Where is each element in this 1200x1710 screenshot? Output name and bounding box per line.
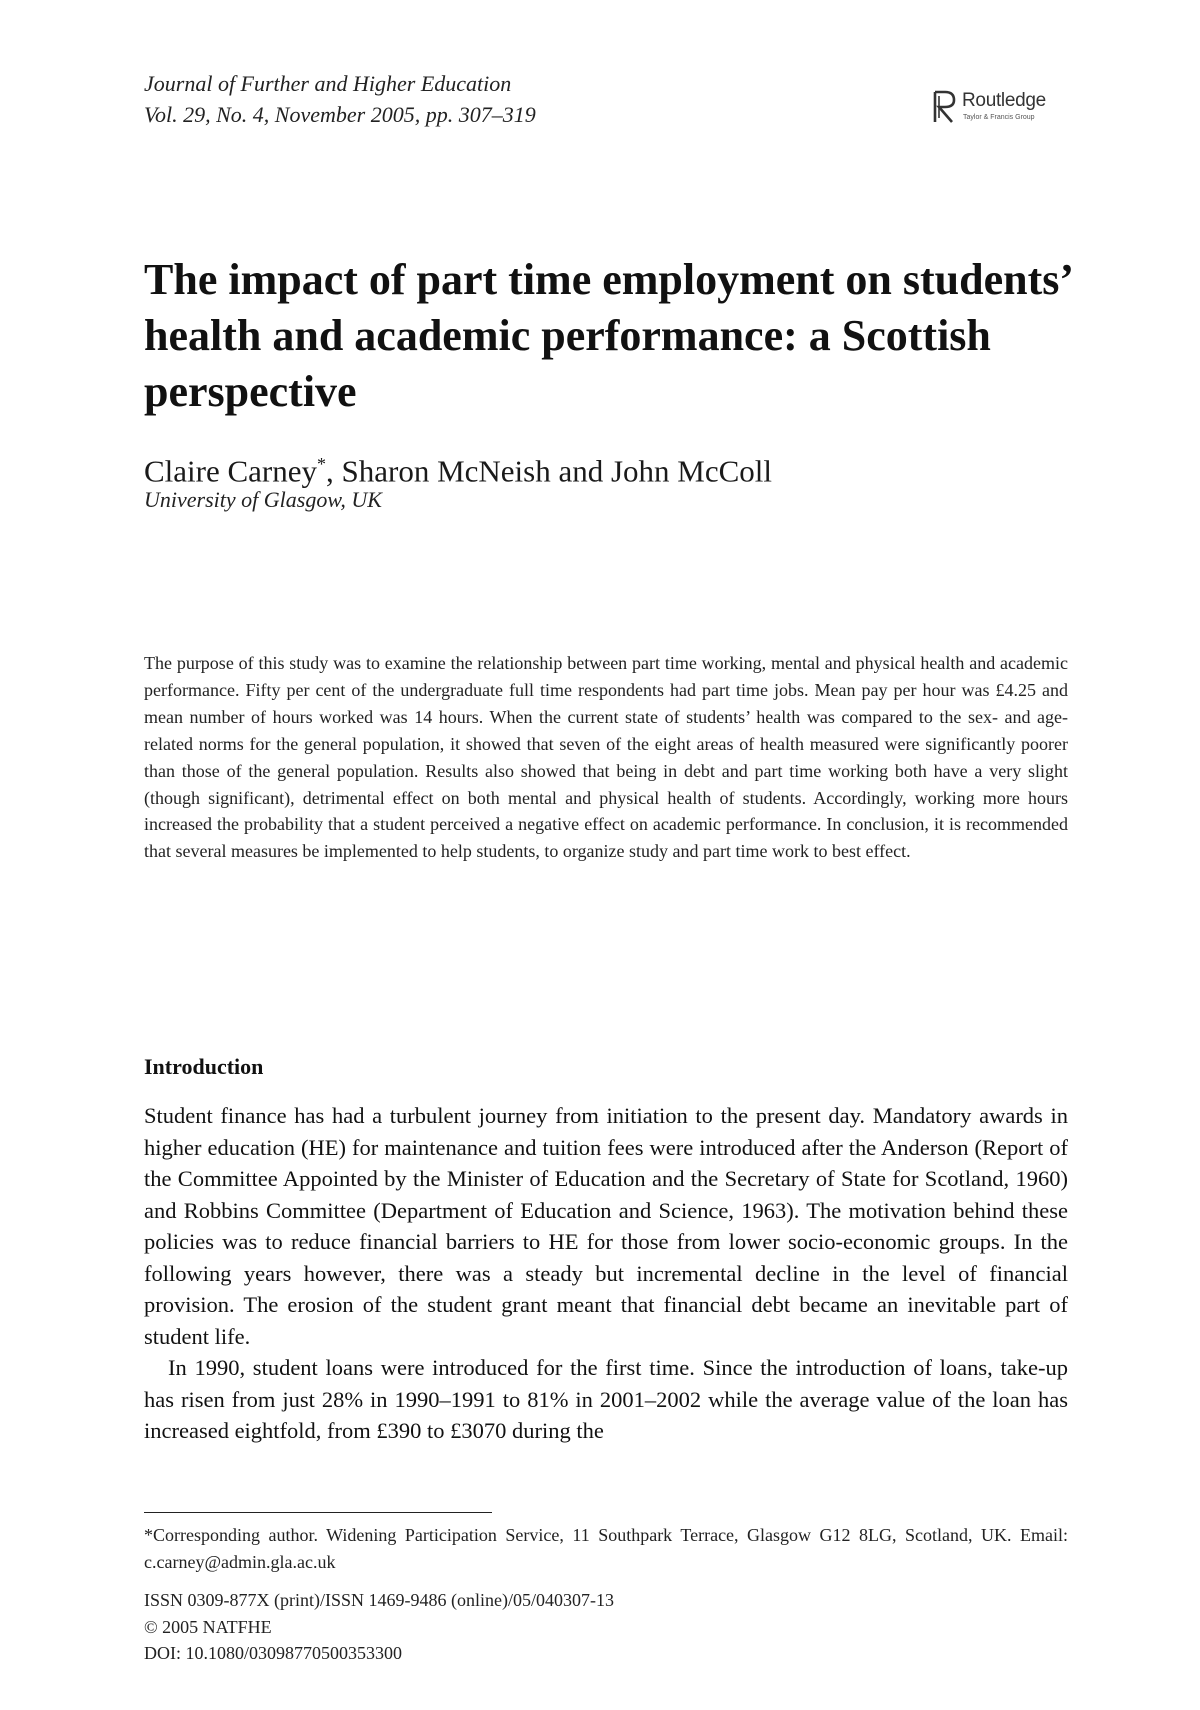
first-author: Claire Carney bbox=[144, 453, 318, 489]
body-paragraph: In 1990, student loans were introduced for the first time. Since the introduction of loans, take-up has risen from just 28% in 1990–1991 to 81% in 2001–2002 while the average value of the loan has increased eightfold, from £390 to £3070 during the bbox=[144, 1355, 1068, 1443]
publisher-group: Taylor & Francis Group bbox=[963, 114, 1035, 121]
author-affiliation: University of Glasgow, UK bbox=[144, 487, 382, 512]
body-paragraph: Student finance has had a turbulent journey from initiation to the present day. Mandatory awards in higher education (HE) for maintenance and tuition fees were introduced after the Anderson (Report of the Committee Appointed by the Minister of Education and the Secretary of State for Scotland, 1960) and Robbins Committee (Department of Education and Science, 1963). The motivation behind these policies was to reduce financial barriers to HE for those from lower socio-economic groups. In the following years however, there was a steady but incremental decline in the level of financial provision. The erosion of the student grant meant that financial debt became an inevitable part of student life. bbox=[144, 1103, 1068, 1349]
footnote-divider bbox=[144, 1512, 492, 1513]
journal-citation: Vol. 29, No. 4, November 2005, pp. 307–319 bbox=[144, 102, 536, 127]
journal-header bbox=[144, 68, 536, 130]
doi: DOI: 10.1080/03098770500353300 bbox=[144, 1643, 402, 1663]
journal-name: Journal of Further and Higher Education bbox=[144, 71, 512, 96]
publisher-logo bbox=[932, 88, 1072, 128]
article-title: The impact of part time employment on students’ health and academic performance: a Scottish perspective bbox=[144, 255, 1071, 416]
corresponding-author-mark: * bbox=[317, 454, 327, 474]
publisher-name: Routledge bbox=[962, 90, 1046, 111]
routledge-r-logo-icon bbox=[932, 90, 958, 124]
corresponding-author-footnote: *Corresponding author. Widening Participation Service, 11 Southpark Terrace, Glasgow G12 8LG, Scotland, UK. Email: c.carney@admin.gla.ac.uk bbox=[144, 1525, 1068, 1572]
abstract: The purpose of this study was to examine the relationship between part time working, mental and physical health and academic performance. Fifty per cent of the undergraduate full time respondents had part time jobs. Mean pay per hour was £4.25 and mean number of hours worked was 14 hours. When the current state of students’ health was compared to the sex- and age-related norms for the general population, it showed that seven of the eight areas of health measured were significantly poorer than those of the general population. Results also showed that being in debt and part time working both have a very slight (though significant), detrimental effect on both mental and physical health of students. Accordingly, working more hours increased the probability that a student perceived a negative effect on academic performance. In conclusion, it is recommended that several measures be implemented to help students, to organize study and part time work to best effect. bbox=[144, 653, 1068, 862]
section-heading-introduction: Introduction bbox=[144, 1054, 264, 1079]
other-authors: , Sharon McNeish and John McColl bbox=[326, 453, 773, 489]
author-list bbox=[144, 446, 772, 489]
publication-info bbox=[144, 1587, 614, 1667]
issn: ISSN 0309-877X (print)/ISSN 1469-9486 (online)/05/040307-13 bbox=[144, 1590, 614, 1610]
introduction-body bbox=[144, 1100, 1068, 1447]
copyright: © 2005 NATFHE bbox=[144, 1616, 272, 1637]
